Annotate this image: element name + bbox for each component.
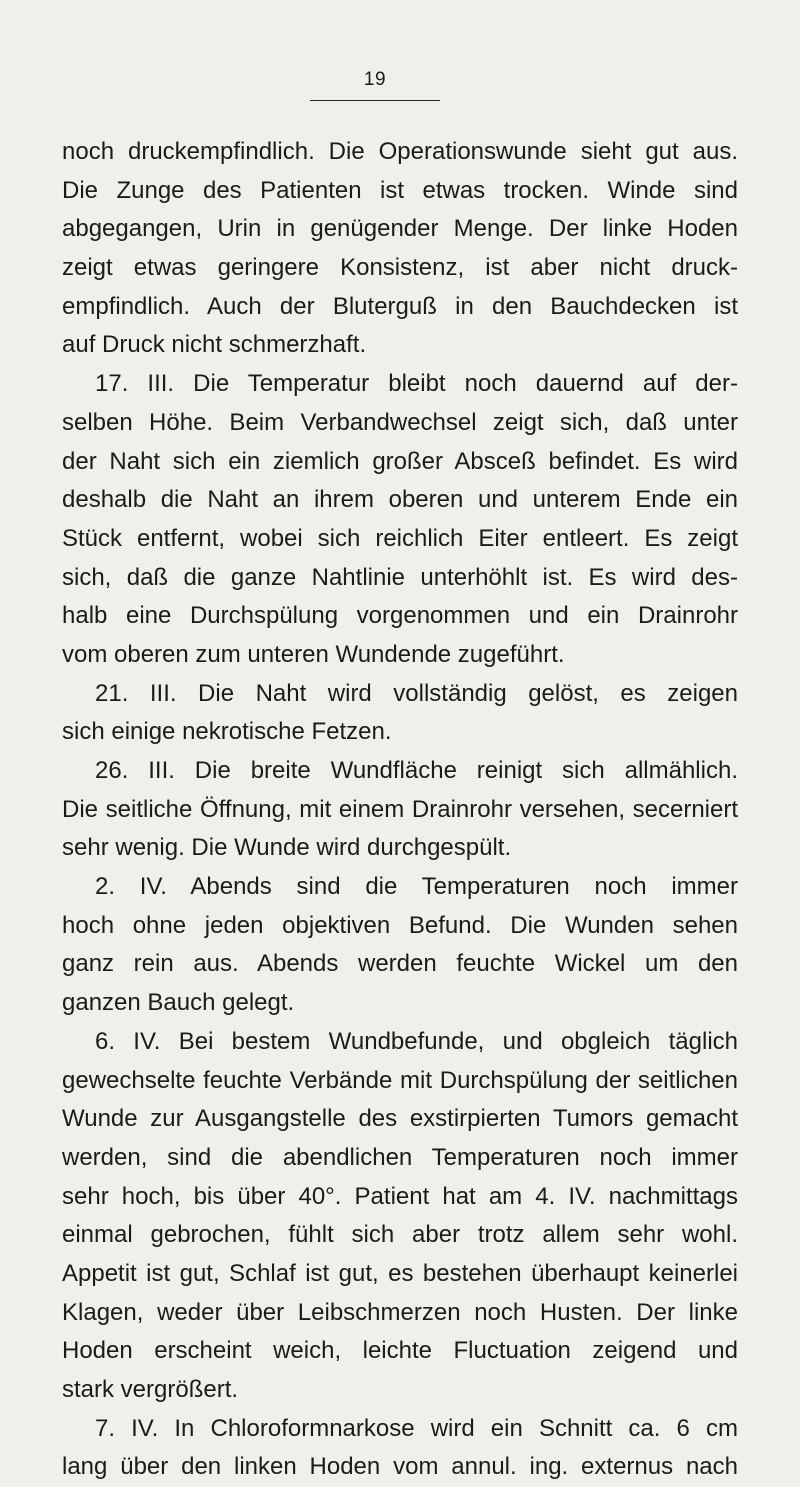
text-line: lang über den linken Hoden vom annul. ing. externus nach: [62, 1453, 738, 1481]
text-line: Klagen, weder über Leibschmerzen noch Husten. Der linke: [62, 1298, 738, 1326]
text-line: deshalb die Naht an ihrem oberen und unterem Ende ein: [62, 486, 738, 514]
text-line: der Naht sich ein ziemlich großer Absceß befindet. Es wird: [62, 447, 738, 475]
page-header: [310, 68, 440, 92]
text-line: auf Druck nicht schmerzhaft.: [62, 331, 367, 359]
text-line: 26. III. Die breite Wundfläche reinigt sich allmählich.: [95, 757, 738, 784]
text-line: halb eine Durchspülung vorgenommen und ein Drainrohr: [62, 602, 738, 630]
text-line: empfindlich. Auch der Bluterguß in den Bauchdecken ist: [62, 292, 738, 320]
text-line: zeigt etwas geringere Konsistenz, ist aber nicht druck-: [62, 254, 738, 282]
text-line: sehr hoch, bis über 40°. Patient hat am 4. IV. nachmittags: [62, 1182, 738, 1210]
text-line: 6. IV. Bei bestem Wundbefunde, und obgleich täglich: [95, 1027, 738, 1055]
text-line: 17. III. Die Temperatur bleibt noch dauernd auf der-: [95, 370, 738, 398]
text-line: vom oberen zum unteren Wundende zugeführt.: [62, 640, 565, 668]
text-line: sich, daß die ganze Nahtlinie unterhöhlt ist. Es wird des-: [62, 563, 738, 591]
text-line: ganzen Bauch gelegt.: [62, 989, 295, 1017]
text-line: selben Höhe. Beim Verbandwechsel zeigt sich, daß unter: [62, 408, 738, 436]
text-line: 2. IV. Abends sind die Temperaturen noch immer: [95, 873, 738, 901]
text-line: sich einige nekrotische Fetzen.: [62, 718, 392, 746]
text-line: einmal gebrochen, fühlt sich aber trotz allem sehr wohl.: [62, 1221, 738, 1249]
text-line: Die Zunge des Patienten ist etwas trocken. Winde sind: [62, 176, 738, 204]
text-line: Wunde zur Ausgangstelle des exstirpierten Tumors gemacht: [62, 1105, 738, 1133]
text-line: Die seitliche Öffnung, mit einem Drainrohr versehen, secerniert: [62, 795, 738, 823]
body-text: [62, 133, 738, 1487]
text-line: 21. III. Die Naht wird vollständig gelöst, es zeigen: [95, 679, 738, 707]
text-line: werden, sind die abendlichen Temperaturen noch immer: [62, 1143, 738, 1171]
text-line: Stück entfernt, wobei sich reichlich Eiter entleert. Es zeigt: [62, 524, 738, 552]
text-line: Appetit ist gut, Schlaf ist gut, es bestehen überhaupt keinerlei: [62, 1259, 738, 1287]
text-line: noch druckempfindlich. Die Operationswunde sieht gut aus.: [62, 138, 738, 165]
text-line: stark vergrößert.: [62, 1376, 239, 1403]
text-line: sehr wenig. Die Wunde wird durchgespült.: [62, 834, 512, 862]
text-line: abgegangen, Urin in genügender Menge. Der linke Hoden: [62, 215, 738, 243]
text-line: 7. IV. In Chloroformnarkose wird ein Schnitt ca. 6 cm: [95, 1414, 738, 1442]
page-number: 19: [363, 69, 387, 90]
text-line: Hoden erscheint weich, leichte Fluctuation zeigend und: [62, 1337, 738, 1365]
text-line: hoch ohne jeden objektiven Befund. Die Wunden sehen: [62, 911, 738, 939]
text-line: ganz rein aus. Abends werden feuchte Wickel um den: [62, 950, 738, 978]
text-line: gewechselte feuchte Verbände mit Durchspülung der seitlichen: [62, 1066, 738, 1094]
header-rule: [310, 100, 440, 101]
